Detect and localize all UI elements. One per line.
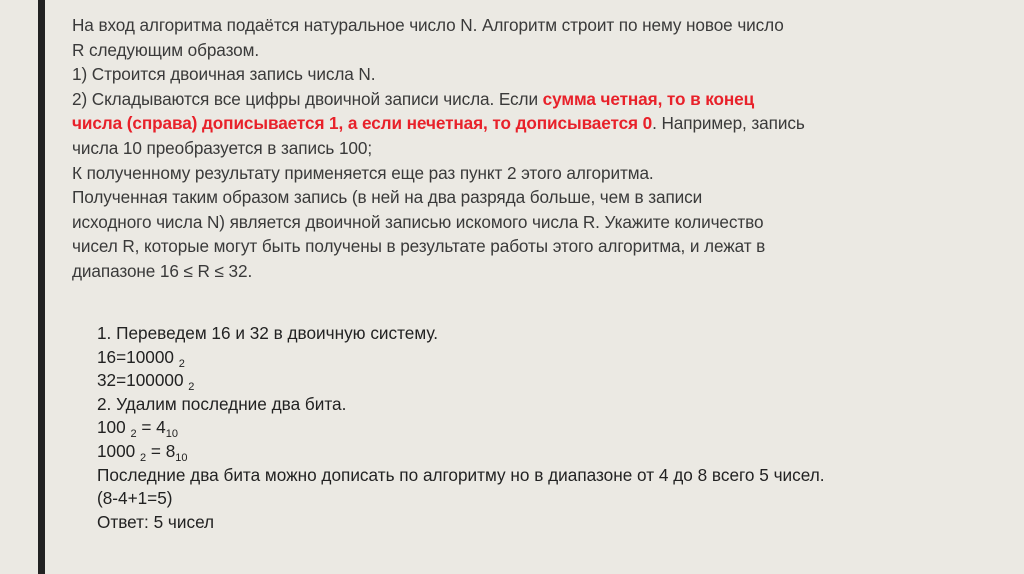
solution-line: 2. Удалим последние два бита. bbox=[97, 393, 347, 414]
highlight-text: числа (справа) дописывается 1, а если нечетная, то дописывается 0 bbox=[72, 113, 653, 134]
solution-text: 100 bbox=[97, 417, 131, 438]
solution-line bbox=[97, 346, 917, 370]
solution-text: = 8 bbox=[146, 440, 176, 461]
subscript: 2 bbox=[188, 381, 195, 394]
problem-line: чисел R, которые могут быть получены в результате работы этого алгоритма, и лежат в bbox=[72, 236, 766, 257]
subscript: 2 bbox=[140, 451, 147, 464]
solution-text: 16=10000 bbox=[97, 346, 179, 367]
solution-block bbox=[97, 322, 917, 534]
problem-text: 2) Складываются все цифры двоичной записи числа. Если bbox=[72, 88, 543, 109]
answer-line: Ответ: 5 чисел bbox=[97, 511, 215, 532]
subscript: 2 bbox=[178, 357, 185, 370]
solution-line bbox=[97, 416, 917, 440]
problem-line: К полученному результату применяется еще раз пункт 2 этого алгоритма. bbox=[72, 162, 654, 183]
problem-line: Полученная таким образом запись (в ней на два разряда больше, чем в записи bbox=[72, 187, 703, 208]
solution-line: 1. Переведем 16 и 32 в двоичную систему. bbox=[97, 323, 439, 343]
solution-line: (8-4+1=5) bbox=[97, 488, 173, 509]
problem-line: 1) Строится двоичная запись числа N. bbox=[72, 64, 376, 85]
solution-line bbox=[97, 440, 917, 464]
subscript: 10 bbox=[175, 451, 188, 464]
problem-line: На вход алгоритма подаётся натуральное число N. Алгоритм строит по нему новое число bbox=[72, 15, 784, 35]
problem-line: исходного числа N) является двоичной записью искомого числа R. Укажите количество bbox=[72, 211, 764, 232]
problem-statement bbox=[72, 13, 832, 284]
solution-text: 1000 bbox=[97, 440, 141, 461]
problem-line: числа 10 преобразуется в запись 100; bbox=[72, 137, 373, 158]
left-accent-bar bbox=[38, 0, 45, 574]
solution-line: Последние два бита можно дописать по алгоритму но в диапазоне от 4 до 8 всего 5 чисел. bbox=[97, 464, 825, 485]
problem-line bbox=[72, 87, 832, 112]
problem-line: диапазоне 16 ≤ R ≤ 32. bbox=[72, 260, 253, 281]
solution-text: 32=100000 bbox=[97, 370, 189, 391]
subscript: 2 bbox=[130, 428, 137, 441]
subscript: 10 bbox=[165, 428, 178, 441]
problem-text: . Например, запись bbox=[652, 113, 805, 134]
problem-line bbox=[72, 111, 832, 136]
highlight-text: сумма четная, то в конец bbox=[542, 88, 755, 109]
solution-line bbox=[97, 369, 917, 393]
problem-line: R следующим образом. bbox=[72, 39, 260, 60]
solution-text: = 4 bbox=[136, 417, 166, 438]
